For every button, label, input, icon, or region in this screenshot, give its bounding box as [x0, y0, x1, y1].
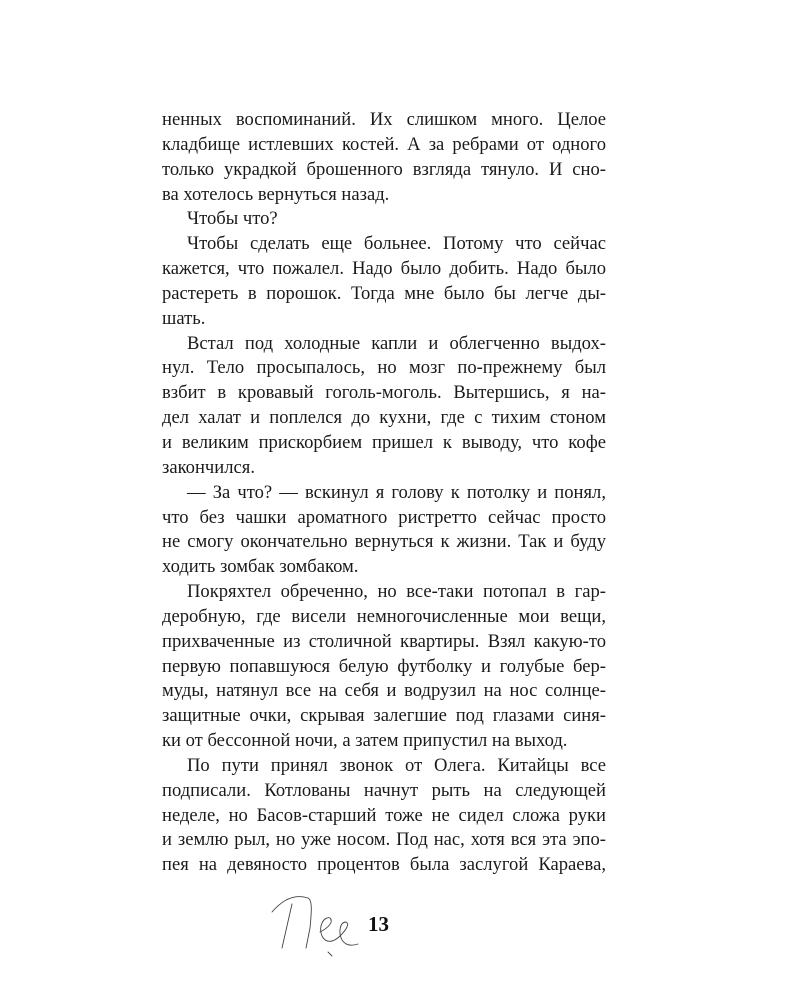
text-line: деробную, где висели немногочисленные мои вещи, [162, 605, 606, 627]
text-line: подписали. Котлованы начнут рыть на следующей [162, 779, 606, 801]
text-line: ходить зомбак зомбаком. [162, 556, 359, 578]
text-line: и великим прискорбием пришел к выводу, что кофе [162, 431, 606, 453]
text-line: ва хотелось вернуться назад. [162, 183, 390, 205]
text-line: дел халат и поплелся до кухни, где с тихим стоном [162, 407, 606, 429]
text-line: не смогу окончательно вернуться к жизни. Так и буду [162, 531, 606, 553]
text-line: Чтобы что? [187, 208, 278, 230]
text-line: кажется, что пожалел. Надо было добить. Надо было [162, 258, 606, 280]
text-line: Покряхтел обреченно, но все-таки потопал в гар- [187, 581, 606, 603]
text-line: неделе, но Басов-старший тоже не сидел сложа руки [162, 804, 606, 826]
text-line: Чтобы сделать еще больнее. Потому что сейчас [187, 233, 606, 255]
text-line: прихваченные из столичной квартиры. Взял какую-то [162, 630, 606, 652]
text-line: пея на девяносто процентов была заслугой Караева, [162, 854, 606, 876]
text-line: и землю рыл, но уже носом. Под нас, хотя вся эта эпо- [162, 829, 606, 851]
page-number: 13 [368, 912, 389, 936]
text-line: шать. [162, 307, 206, 329]
text-line: что без чашки ароматного ристретто сейчас просто [162, 506, 606, 528]
text-line: Встал под холодные капли и облегченно выдох- [187, 332, 606, 354]
body-text [162, 108, 606, 878]
text-line: взбит в кровавый гоголь-моголь. Вытершись, я на- [162, 382, 606, 404]
text-line: только украдкой брошенного взгляда тянуло. И сно- [162, 158, 606, 180]
text-line: ненных воспоминаний. Их слишком много. Целое [162, 109, 606, 130]
text-line: первую попавшуюся белую футболку и голубые бер- [162, 655, 606, 677]
text-line: защитные очки, скрывая залегшие под глазами синя- [162, 705, 606, 727]
text-line: — За что? — вскинул я голову к потолку и понял, [187, 481, 606, 503]
text-line: ки от бессонной ночи, а затем припустил на выход. [162, 730, 568, 752]
text-line: кладбище истлевших костей. А за ребрами от одного [162, 133, 606, 155]
handwritten-signature [268, 888, 364, 960]
text-line: закончился. [162, 456, 255, 478]
text-line: муды, натянул все на себя и водрузил на нос солнце- [162, 680, 606, 702]
text-line: нул. Тело просыпалось, но мозг по-прежнему был [162, 357, 606, 379]
text-line: По пути принял звонок от Олега. Китайцы все [187, 754, 606, 776]
text-line: растереть в порошок. Тогда мне было бы легче ды- [162, 282, 606, 304]
